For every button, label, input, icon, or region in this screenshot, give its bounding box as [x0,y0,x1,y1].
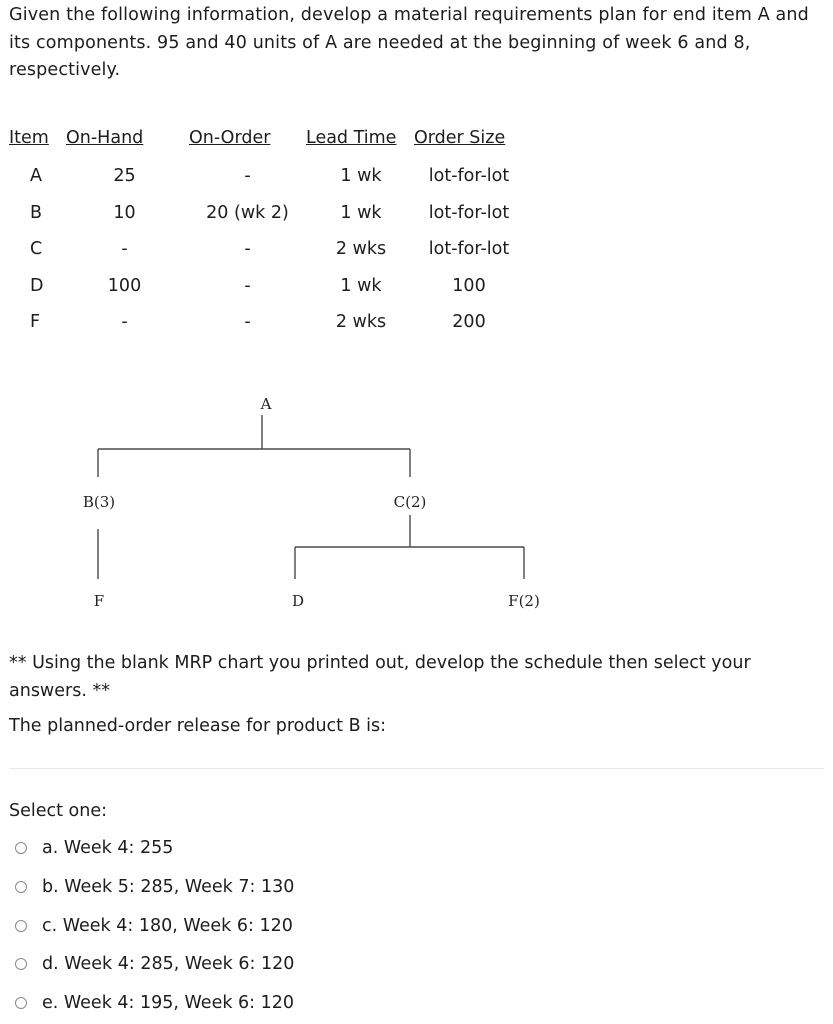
tree-node-c: C(2) [393,493,427,511]
select-one-label: Select one: [9,801,108,821]
cell-lead-time: 1 wk [340,166,382,187]
product-structure-tree [0,385,833,620]
cell-item: F [30,312,41,333]
table-header-row [9,128,524,158]
option-label[interactable]: a. Week 4: 255 [42,838,174,859]
cell-on-hand: 10 [113,202,136,223]
table-row [9,304,524,341]
header-on-hand: On-Hand [66,128,144,148]
answer-option-c[interactable] [15,906,294,945]
cell-on-order: 20 (wk 2) [206,202,289,223]
answer-option-e[interactable] [15,984,294,1023]
cell-on-order: - [244,166,251,187]
cell-lead-time: 1 wk [340,275,382,296]
cell-lead-time: 2 wks [335,239,387,260]
table-row [9,195,524,232]
cell-order-size: 100 [452,275,486,296]
tree-node-d: D [291,592,305,610]
cell-order-size: lot-for-lot [428,239,510,260]
instruction-text: ** Using the blank MRP chart you printed out, develop the schedule then select your answers. ** [9,653,751,701]
cell-on-hand: - [121,239,128,260]
radio-button[interactable] [15,997,27,1009]
answer-option-d[interactable] [15,945,294,984]
option-label[interactable]: b. Week 5: 285, Week 7: 130 [42,877,295,898]
answer-option-b[interactable] [15,868,294,907]
table-row [9,158,524,195]
radio-button[interactable] [15,842,27,854]
cell-order-size: lot-for-lot [428,202,510,223]
table-row [9,268,524,305]
cell-item: B [30,202,43,223]
cell-lead-time: 2 wks [335,312,387,333]
question-prompt: The planned-order release for product B is: [9,716,387,736]
cell-lead-time: 1 wk [340,202,382,223]
header-on-order: On-Order [189,128,271,148]
cell-on-order: - [244,312,251,333]
radio-button[interactable] [15,958,27,970]
table-row [9,231,524,268]
answer-options [15,829,294,1022]
cell-item: C [30,239,43,260]
tree-node-f: F [93,592,105,610]
header-lead-time: Lead Time [306,128,397,148]
cell-order-size: lot-for-lot [428,166,510,187]
cell-order-size: 200 [452,312,486,333]
cell-on-order: - [244,275,251,296]
item-info-table [9,128,524,341]
divider [9,768,824,769]
cell-on-hand: 25 [113,166,136,187]
cell-on-order: - [244,239,251,260]
option-label[interactable]: c. Week 4: 180, Week 6: 120 [42,915,293,936]
cell-item: D [30,275,44,296]
option-label[interactable]: e. Week 4: 195, Week 6: 120 [42,993,295,1014]
cell-on-hand: 100 [107,275,142,296]
answer-option-a[interactable] [15,829,294,868]
tree-node-b: B(3) [82,493,116,511]
radio-button[interactable] [15,881,27,893]
problem-statement: Given the following information, develop a material requirements plan for end item A and its components. 95 and 40 units of A are needed at the beginning of week 6 and 8, respectively. [9,5,809,80]
radio-button[interactable] [15,920,27,932]
option-label[interactable]: d. Week 4: 285, Week 6: 120 [42,954,295,975]
header-item: Item [9,128,49,148]
header-order-size: Order Size [414,128,506,148]
tree-node-f2: F(2) [508,592,540,610]
cell-on-hand: - [121,312,128,333]
tree-node-a: A [260,395,272,413]
cell-item: A [30,166,42,187]
